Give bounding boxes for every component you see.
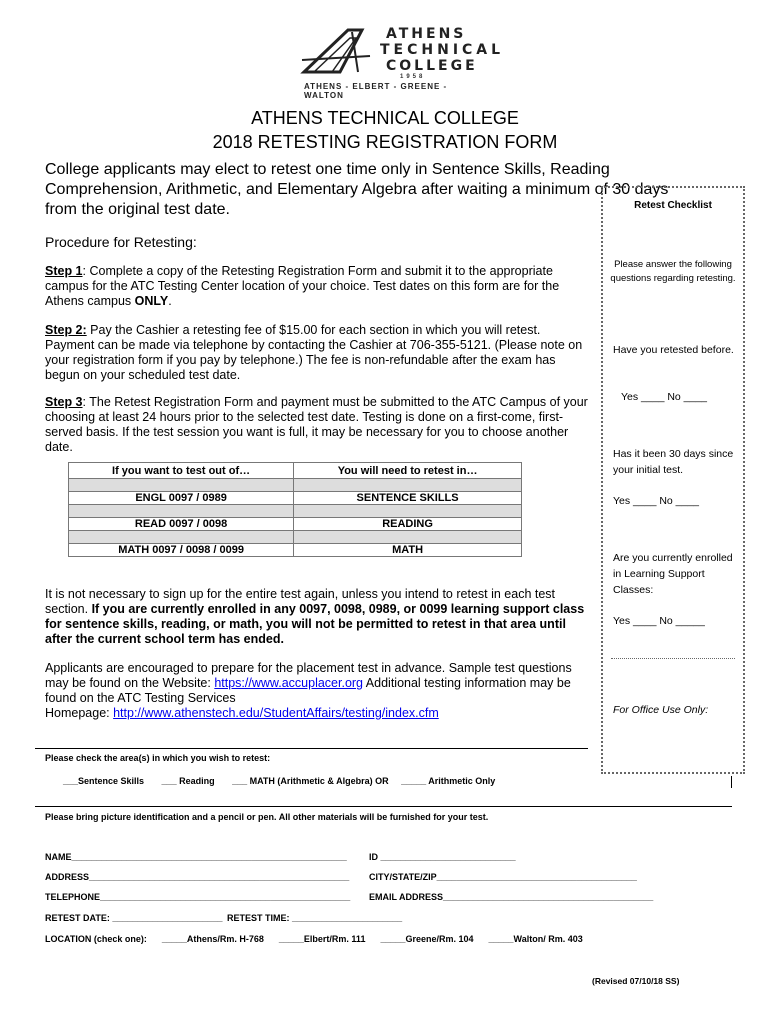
not-necessary-text: It is not necessary to sign up for the entire test again, unless you intend to retest in each test section. [45, 587, 556, 616]
table-spacer [69, 531, 294, 544]
step-1 [45, 264, 590, 309]
step-2-label: Step 2: [45, 323, 87, 337]
table-row [69, 518, 522, 531]
table-row [69, 492, 522, 505]
email-field[interactable]: EMAIL ADDRESS__________________________________________ [369, 892, 654, 902]
step-1-text: : Complete a copy of the Retesting Registration Form and submit it to the appropriate campus for the ATC Testing Center location of your choice. Test dates on this form are for the Athens campus [45, 264, 560, 308]
table-cell: MATH 0097 / 0098 / 0099 [69, 544, 294, 557]
logo-word-technical: TECHNICAL [380, 42, 505, 58]
name-field[interactable]: NAME_______________________________________________________ [45, 852, 347, 862]
step-2 [45, 323, 590, 383]
table-spacer [294, 505, 522, 518]
title-line-1: ATHENS TECHNICAL COLLEGE [251, 108, 519, 128]
table-cell: MATH [294, 544, 522, 557]
step-3 [45, 395, 590, 455]
table-spacer [294, 531, 522, 544]
bring-notice: Please bring picture identification and a pencil or pen. All other materials will be furnished for your test. [45, 812, 489, 822]
office-use-label: For Office Use Only: [613, 704, 709, 716]
table-row [69, 544, 522, 557]
table-cell: READING [294, 518, 522, 531]
table-header: If you want to test out of… [69, 463, 294, 479]
checklist-question-1: Have you retested before. [613, 344, 734, 356]
checklist-divider [611, 658, 735, 659]
areas-right-rule [731, 776, 732, 788]
checklist-question-2: Has it been 30 days since your initial test. [613, 448, 734, 476]
step-3-label: Step 3 [45, 395, 83, 409]
college-logo [300, 22, 505, 100]
testing-homepage-link[interactable]: http://www.athenstech.edu/StudentAffairs/testing/index.cfm [113, 706, 439, 720]
checklist-answer-2[interactable]: Yes ____ No ____ [613, 495, 700, 507]
table-header: You will need to retest in… [294, 463, 522, 479]
id-field[interactable]: ID ___________________________ [369, 852, 516, 862]
step-1-end: . [168, 294, 172, 308]
logo-emblem-icon [300, 26, 386, 76]
retest-time-field[interactable]: RETEST TIME: ______________________ [227, 913, 403, 923]
table-header-row [69, 463, 522, 479]
checklist-answer-3[interactable]: Yes ____ No _____ [613, 615, 705, 627]
not-necessary-paragraph [45, 587, 590, 647]
areas-heading: Please check the area(s) in which you wish to retest: [45, 753, 271, 763]
retest-checklist [601, 186, 745, 774]
prepare-text-3: Homepage: [45, 706, 114, 720]
logo-word-athens: ATHENS [386, 26, 467, 42]
learning-support-warning: If you are currently enrolled in any 0097, 0098, 0989, or 0099 learning support class for sentence skills, reading, or math, you will not be permitted to retest in that area until after the current school term has ended. [45, 602, 585, 646]
table-spacer [69, 479, 294, 492]
step-1-label: Step 1 [45, 264, 83, 278]
table-cell: READ 0097 / 0098 [69, 518, 294, 531]
logo-word-college: COLLEGE [386, 58, 478, 74]
procedure-heading: Procedure for Retesting: [45, 234, 197, 250]
intro-paragraph: College applicants may elect to retest one time only in Sentence Skills, Reading Comprehension, Arithmetic, and Elementary Algebra after waiting a minimum of 30 days from the original test date. [45, 161, 669, 218]
areas-options[interactable]: ___Sentence Skills ___ Reading ___ MATH (Arithmetic & Algebra) OR _____ Arithmetic Only [63, 776, 496, 786]
revised-note: (Revised 07/10/18 SS) [592, 976, 680, 986]
logo-campuses: ATHENS - ELBERT - GREENE - WALTON [304, 82, 448, 100]
checklist-instructions: Please answer the following questions regarding retesting. [610, 259, 736, 284]
checklist-title: Retest Checklist [634, 200, 712, 211]
title-line-2: 2018 RETESTING REGISTRATION FORM [212, 132, 558, 152]
location-field[interactable]: LOCATION (check one): _____Athens/Rm. H-768 _____Elbert/Rm. 111 _____Greene/Rm. 104 _____Walton/ Rm. 403 [45, 934, 583, 944]
table-spacer [294, 479, 522, 492]
table-spacer [69, 505, 294, 518]
step-1-emphasis: ONLY [134, 294, 169, 308]
city-state-zip-field[interactable]: CITY/STATE/ZIP________________________________________ [369, 872, 637, 882]
checklist-answer-1[interactable]: Yes ____ No ____ [621, 391, 708, 403]
prepare-text-1: Applicants are encouraged to prepare for the placement test in advance. Sample test questions may be found on the Website: [45, 661, 572, 690]
accuplacer-link[interactable]: https://www.accuplacer.org [214, 676, 364, 690]
table-cell: ENGL 0097 / 0989 [69, 492, 294, 505]
address-field[interactable]: ADDRESS____________________________________________________ [45, 872, 350, 882]
retest-date-field[interactable]: RETEST DATE: ______________________ [45, 913, 223, 923]
step-2-text: Pay the Cashier a retesting fee of $15.00 for each section in which you will retest. Payment can be made via telephone by contacting the Cashier at 706-355-5121. (Please note on your registration form if you pay by telephone.) The fee is non-refundable after the exam has begun on your scheduled test date. [45, 323, 583, 382]
bring-top-rule [35, 806, 732, 807]
logo-year: 1958 [400, 74, 426, 80]
retest-mapping-table [68, 462, 522, 557]
step-3-text: : The Retest Registration Form and payment must be submitted to the ATC Campus of your choosing at least 24 hours prior to the selected test date. Testing is done on a first-come, first-served basis. If the test session you want is full, it may be necessary for you to choose another date. [45, 395, 588, 454]
telephone-field[interactable]: TELEPHONE__________________________________________________ [45, 892, 351, 902]
areas-top-rule [35, 748, 588, 749]
checklist-question-3: Are you currently enrolled in Learning Support Classes: [613, 552, 733, 596]
table-cell: SENTENCE SKILLS [294, 492, 522, 505]
prepare-paragraph [45, 661, 590, 721]
prepare-text-2: Additional testing information may be found on the ATC Testing Services [45, 676, 571, 705]
